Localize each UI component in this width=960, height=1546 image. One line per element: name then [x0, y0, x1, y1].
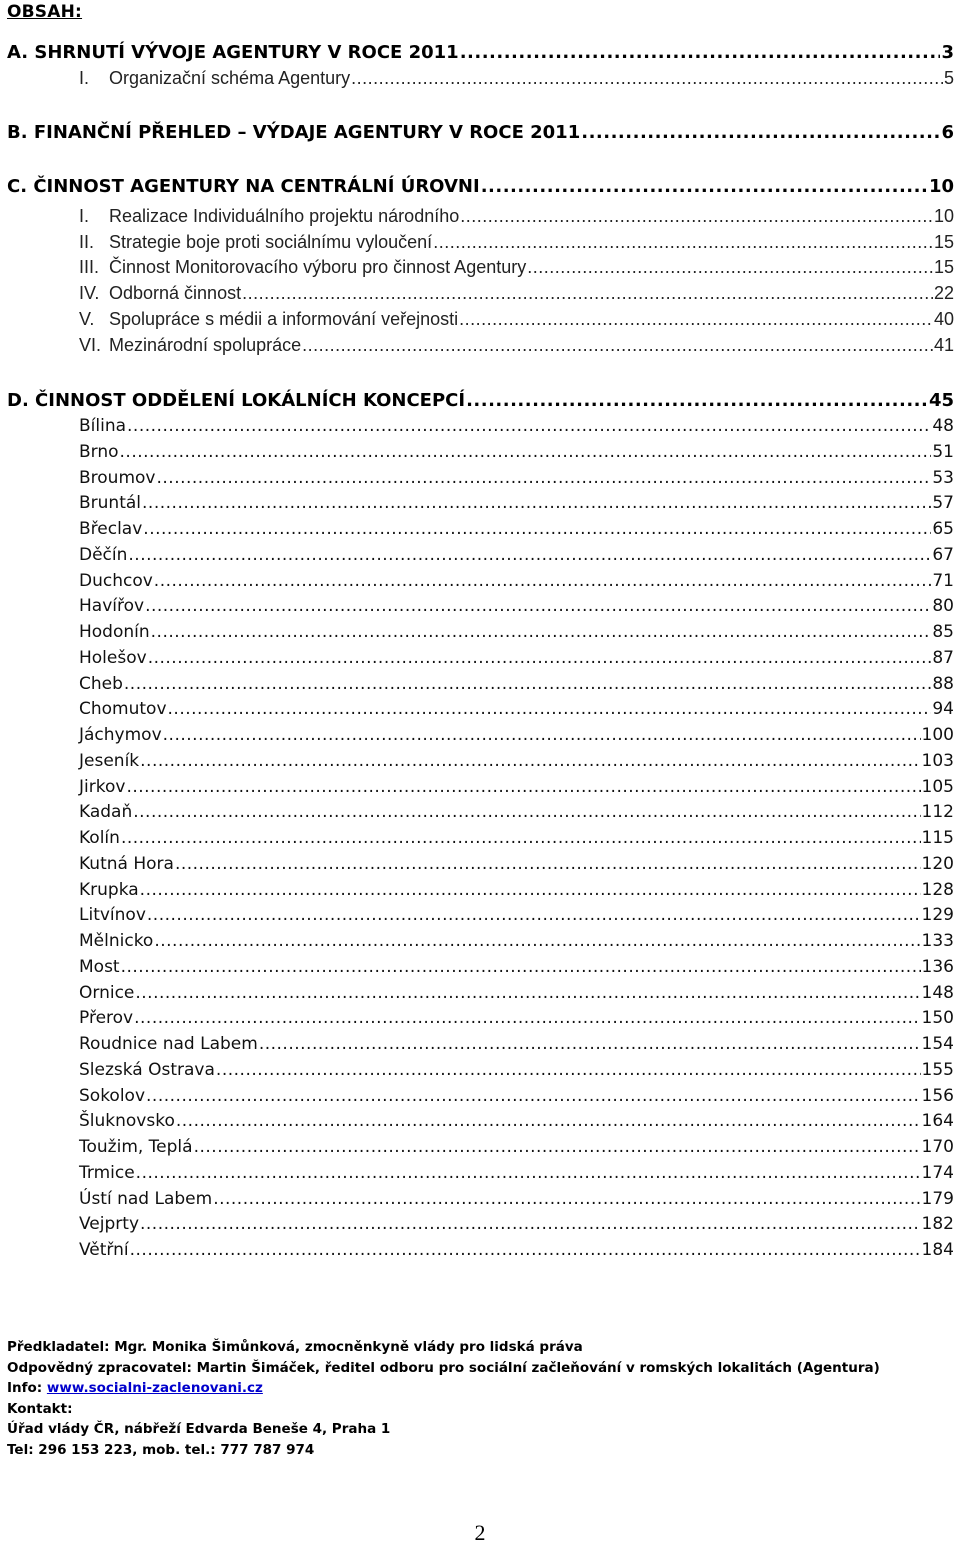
- leader-dots: [176, 1111, 921, 1131]
- toc-locality-32[interactable]: [79, 1214, 954, 1238]
- toc-locality-13[interactable]: [79, 725, 954, 749]
- leader-dots: [168, 699, 932, 719]
- leader-dots: [213, 1189, 920, 1209]
- toc-entry-label: Toužim, Teplá: [79, 1137, 193, 1157]
- toc-entry-label: Kutná Hora: [79, 853, 174, 874]
- toc-page-number: 22: [933, 283, 954, 304]
- toc-locality-15[interactable]: [79, 777, 954, 801]
- leader-dots: [581, 122, 940, 143]
- toc-section-label: C. ČINNOST AGENTURY NA CENTRÁLNÍ ÚROVNI: [7, 176, 480, 197]
- toc-locality-31[interactable]: [79, 1189, 954, 1213]
- toc-subsection-c-1[interactable]: [79, 206, 954, 228]
- toc-locality-27[interactable]: [79, 1086, 954, 1110]
- toc-page-number: 128: [921, 879, 954, 900]
- leader-dots: [127, 416, 931, 436]
- footer-address: Úřad vlády ČR, nábřeží Edvarda Beneše 4, Praha 1: [7, 1421, 391, 1438]
- toc-entry-label: IV. Odborná činnost: [79, 283, 242, 304]
- toc-page-number: 115: [921, 828, 954, 848]
- toc-entry-label: Trmice: [79, 1162, 135, 1183]
- toc-page-number: 179: [921, 1188, 954, 1209]
- toc-locality-23[interactable]: [79, 983, 954, 1007]
- toc-entry-label: Ústí nad Labem: [79, 1188, 213, 1209]
- leader-dots: [302, 335, 933, 356]
- toc-page-number: 103: [921, 750, 954, 771]
- toc-locality-20[interactable]: [79, 905, 954, 929]
- toc-entry-label: V. Spolupráce s médii a informování veřejnosti: [79, 308, 459, 329]
- toc-locality-7[interactable]: [79, 571, 954, 595]
- toc-page-number: 15: [933, 257, 954, 278]
- toc-entry-label: VI. Mezinárodní spolupráce: [79, 334, 302, 355]
- toc-locality-29[interactable]: [79, 1137, 954, 1161]
- toc-entry-label: III. Činnost Monitorovacího výboru pro činnost Agentury: [79, 257, 527, 278]
- toc-page-number: 3: [941, 42, 954, 63]
- leader-dots: [142, 493, 931, 513]
- leader-dots: [163, 725, 921, 745]
- toc-locality-10[interactable]: [79, 648, 954, 672]
- toc-entry-label: Větřní: [79, 1240, 129, 1260]
- toc-locality-21[interactable]: [79, 931, 954, 955]
- toc-page-number: 45: [928, 390, 954, 411]
- toc-page-number: 51: [932, 441, 954, 462]
- toc-section-label: B. FINANČNÍ PŘEHLED – VÝDAJE AGENTURY V ROCE 2011: [7, 122, 581, 143]
- leader-dots: [481, 176, 928, 197]
- leader-dots: [146, 1086, 921, 1106]
- leader-dots: [121, 828, 921, 848]
- leader-dots: [259, 1034, 921, 1054]
- toc-entry-label: Broumov: [79, 467, 156, 488]
- toc-entry-label: Břeclav: [79, 519, 143, 539]
- toc-entry-label: Sokolov: [79, 1085, 146, 1106]
- leader-dots: [175, 854, 921, 874]
- toc-locality-14[interactable]: [79, 751, 954, 775]
- leader-dots: [140, 880, 921, 900]
- toc-page-number: 41: [933, 334, 954, 355]
- leader-dots: [156, 468, 931, 488]
- leader-dots: [527, 257, 933, 278]
- toc-entry-label: Bruntál: [79, 493, 142, 514]
- toc-page-number: 100: [921, 725, 954, 745]
- footer-info: Info: www.socialni-zaclenovani.cz: [7, 1380, 263, 1397]
- toc-entry-label: Slezská Ostrava: [79, 1059, 215, 1080]
- footer-phone: Tel: 296 153 223, mob. tel.: 777 787 974: [7, 1441, 315, 1458]
- toc-section-b[interactable]: [7, 122, 954, 146]
- leader-dots: [136, 1163, 921, 1183]
- toc-page-number: 129: [921, 905, 954, 926]
- toc-page-number: 184: [921, 1240, 954, 1260]
- toc-entry-label: Most: [79, 956, 120, 977]
- toc-subsection-c-3[interactable]: [79, 257, 954, 279]
- toc-entry-label: Bílina: [79, 416, 127, 436]
- toc-entry-label: Jeseník: [79, 750, 140, 771]
- toc-page-number: 120: [921, 853, 954, 874]
- leader-dots: [466, 390, 928, 411]
- toc-entry-label: Kadaň: [79, 802, 133, 823]
- toc-page-number: 10: [928, 176, 954, 197]
- leader-dots: [460, 42, 941, 63]
- toc-locality-2[interactable]: [79, 442, 954, 466]
- leader-dots: [433, 232, 933, 253]
- toc-entry-label: Brno: [79, 441, 119, 462]
- leader-dots: [121, 957, 921, 977]
- toc-page-number: 87: [932, 647, 954, 668]
- toc-locality-17[interactable]: [79, 828, 954, 852]
- toc-entry-label: II. Strategie boje proti sociálnímu vyloučení: [79, 231, 433, 252]
- toc-locality-18[interactable]: [79, 854, 954, 878]
- toc-locality-1[interactable]: [79, 416, 954, 440]
- toc-entry-label: Cheb: [79, 673, 123, 694]
- toc-page-number: 112: [921, 802, 954, 823]
- toc-page-number: 155: [921, 1059, 954, 1080]
- leader-dots: [145, 596, 931, 616]
- toc-page-number: 80: [932, 596, 954, 617]
- toc-entry-label: Litvínov: [79, 905, 146, 926]
- leader-dots: [120, 442, 932, 462]
- toc-page-number: 94: [932, 699, 954, 720]
- leader-dots: [130, 1240, 921, 1260]
- toc-page-number: 85: [932, 622, 954, 642]
- toc-entry-label: Hodonín: [79, 622, 150, 642]
- toc-locality-25[interactable]: [79, 1034, 954, 1058]
- toc-entry-label: Kolín: [79, 828, 120, 848]
- toc-entry-label: Roudnice nad Labem: [79, 1034, 258, 1054]
- page-number: 2: [474, 1520, 486, 1545]
- toc-entry-label: Vejprty: [79, 1214, 139, 1235]
- toc-subsection-c-6[interactable]: [79, 335, 954, 357]
- toc-page-number: 170: [921, 1137, 954, 1157]
- toc-page-number: 67: [932, 544, 954, 565]
- toc-entry-label: Mělnicko: [79, 931, 154, 951]
- toc-page-number: 156: [921, 1085, 954, 1106]
- toc-entry-label: Přerov: [79, 1008, 134, 1029]
- leader-dots: [151, 622, 932, 642]
- toc-locality-28[interactable]: [79, 1111, 954, 1135]
- website-link[interactable]: www.socialni-zaclenovani.cz: [46, 1380, 263, 1397]
- toc-section-label: A. SHRNUTÍ VÝVOJE AGENTURY V ROCE 2011: [7, 42, 459, 63]
- toc-subsection-c-4[interactable]: [79, 283, 954, 305]
- toc-page-number: 53: [932, 467, 954, 488]
- toc-page-number: 40: [933, 308, 954, 329]
- toc-subsection-a-1[interactable]: [79, 68, 954, 90]
- leader-dots: [140, 1214, 921, 1234]
- toc-subsection-label: I. Organizační schéma Agentury: [79, 68, 351, 88]
- toc-page-number: 57: [932, 493, 954, 514]
- toc-page-number: 105: [921, 776, 954, 797]
- toc-page-number: 182: [921, 1214, 954, 1235]
- toc-page-number: 65: [932, 519, 954, 539]
- leader-dots: [154, 931, 920, 951]
- toc-entry-label: Holešov: [79, 647, 147, 668]
- toc-section-a[interactable]: [7, 42, 954, 66]
- toc-page-number: 174: [921, 1162, 954, 1183]
- toc-locality-26[interactable]: [79, 1060, 954, 1084]
- toc-locality-4[interactable]: [79, 493, 954, 517]
- leader-dots: [351, 68, 943, 89]
- toc-page-number: 164: [921, 1111, 954, 1132]
- toc-entry-label: Krupka: [79, 879, 139, 900]
- toc-page-number: 5: [943, 68, 954, 88]
- toc-locality-33[interactable]: [79, 1240, 954, 1264]
- document-footer: [7, 1337, 880, 1461]
- footer-contact-label: Kontakt:: [7, 1400, 73, 1417]
- toc-heading: OBSAH:: [7, 2, 83, 22]
- leader-dots: [124, 674, 931, 694]
- toc-section-label: D. ČINNOST ODDĚLENÍ LOKÁLNÍCH KONCEPCÍ: [7, 390, 466, 411]
- toc-page-number: 88: [932, 673, 954, 694]
- toc-entry-label: Ornice: [79, 982, 135, 1003]
- toc-entry-label: I. Realizace Individuálního projektu národního: [79, 206, 460, 226]
- toc-locality-5[interactable]: [79, 519, 954, 543]
- toc-page-number: 10: [933, 206, 954, 226]
- toc-entry-label: Děčín: [79, 544, 128, 565]
- leader-dots: [134, 1008, 920, 1028]
- leader-dots: [143, 519, 931, 539]
- leader-dots: [460, 206, 933, 227]
- leader-dots: [147, 905, 921, 925]
- toc-page-number: 15: [933, 231, 954, 252]
- toc-locality-24[interactable]: [79, 1008, 954, 1032]
- toc-locality-30[interactable]: [79, 1163, 954, 1187]
- toc-entry-label: Jirkov: [79, 776, 126, 797]
- leader-dots: [128, 545, 931, 565]
- leader-dots: [194, 1137, 921, 1157]
- footer-submitter: Předkladatel: Mgr. Monika Šimůnková, zmocněnkyně vlády pro lidská práva: [7, 1339, 583, 1355]
- toc-locality-6[interactable]: [79, 545, 954, 569]
- toc-entry-label: Duchcov: [79, 570, 153, 591]
- toc-locality-8[interactable]: [79, 596, 954, 620]
- leader-dots: [135, 983, 920, 1003]
- toc-subsection-c-2[interactable]: [79, 232, 954, 254]
- leader-dots: [242, 283, 933, 304]
- leader-dots: [126, 777, 920, 797]
- toc-entry-label: Chomutov: [79, 699, 167, 720]
- toc-subsection-c-5[interactable]: [79, 309, 954, 331]
- toc-locality-12[interactable]: [79, 699, 954, 723]
- toc-page-number: 148: [921, 982, 954, 1003]
- toc-locality-11[interactable]: [79, 674, 954, 698]
- footer-responsible: Odpovědný zpracovatel: Martin Šimáček, ředitel odboru pro sociální začleňování v romských lokalitách (Agentura): [7, 1359, 880, 1376]
- toc-page-number: 133: [921, 931, 954, 951]
- toc-section-c[interactable]: [7, 176, 954, 200]
- toc-entry-label: Havířov: [79, 596, 145, 617]
- leader-dots: [216, 1060, 921, 1080]
- leader-dots: [148, 648, 932, 668]
- toc-page-number: 136: [921, 956, 954, 977]
- toc-locality-22[interactable]: [79, 957, 954, 981]
- toc-locality-9[interactable]: [79, 622, 954, 646]
- toc-locality-19[interactable]: [79, 880, 954, 904]
- toc-page-number: 6: [941, 122, 954, 143]
- toc-page-number: 154: [921, 1034, 954, 1054]
- leader-dots: [459, 309, 933, 330]
- leader-dots: [133, 802, 920, 822]
- leader-dots: [154, 571, 932, 591]
- toc-section-d[interactable]: [7, 390, 954, 414]
- toc-entry-label: Šluknovsko: [79, 1111, 175, 1132]
- toc-page-number: 71: [932, 570, 954, 591]
- toc-entry-label: Jáchymov: [79, 725, 162, 745]
- leader-dots: [140, 751, 920, 771]
- toc-page-number: 48: [932, 416, 954, 436]
- toc-page-number: 150: [921, 1008, 954, 1029]
- toc-locality-3[interactable]: [79, 468, 954, 492]
- toc-locality-16[interactable]: [79, 802, 954, 826]
